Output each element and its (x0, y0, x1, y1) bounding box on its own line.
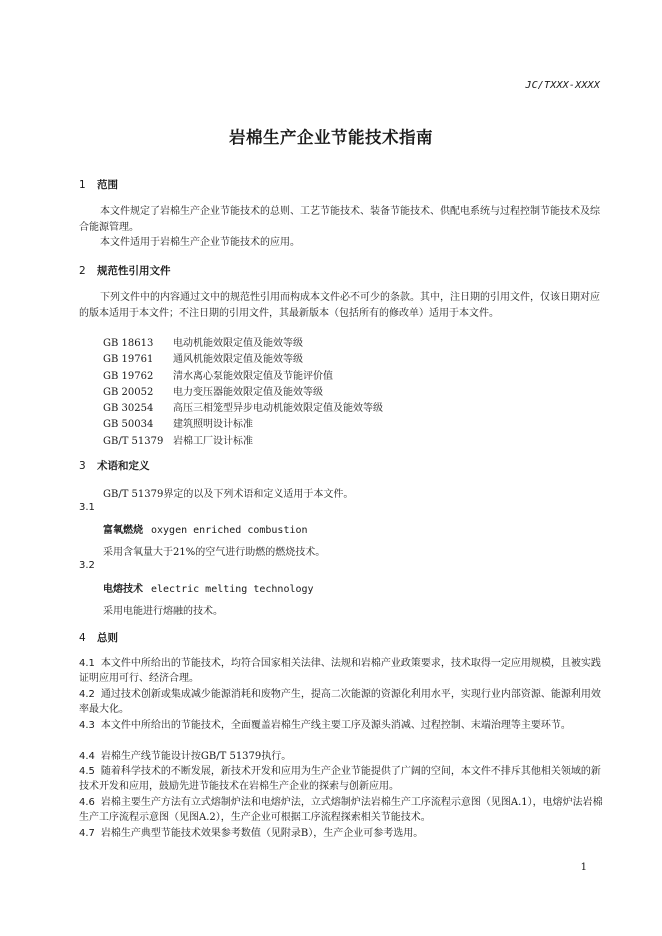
reference-title: 建筑照明设计标准 (173, 419, 253, 431)
reference-item (103, 417, 383, 433)
reference-code: GB 50034 (103, 419, 154, 431)
reference-item (103, 401, 383, 417)
reference-code: GB/T 51379 (103, 435, 164, 447)
reference-code: GB 19762 (103, 370, 154, 382)
clause-4-4 (79, 750, 606, 765)
clause-4-2 (79, 688, 606, 717)
reference-item (103, 369, 383, 385)
section-title: 范围 (97, 179, 118, 191)
term-english: oxygen enriched combustion (151, 525, 308, 536)
section-number: 3 (79, 460, 86, 472)
standard-code: JC/TXXX-XXXX (525, 80, 600, 91)
section-1-paragraph-1: 本文件规定了岩棉生产企业节能技术的总则、工艺节能技术、装备节能技术、供配电系统与过程控制节能技术及综合能源管理。 (79, 206, 600, 233)
section-title: 术语和定义 (97, 460, 150, 472)
section-2-intro: 下列文件中的内容通过文中的规范性引用而构成本文件必不可少的条款。其中，注日期的引用文件，仅该日期对应的版本适用于本文件；不注日期的引用文件，其最新版本（包括所有的修改单）适用于本文件。 (79, 292, 600, 319)
clause-4-7 (79, 827, 606, 842)
term-number: 3.1 (79, 502, 95, 513)
clause-text: 本文件中所给出的节能技术，全面覆盖岩棉生产线主要工序及源头消减、过程控制、末端治理等主要环节。 (100, 720, 571, 731)
reference-item (103, 352, 383, 368)
reference-title: 岩棉工厂设计标准 (173, 435, 253, 447)
clause-text: 本文件中所给出的节能技术，均符合国家相关法律、法规和岩棉产业政策要求，技术取得一定应用规模，且被实践证明应用可行、经济合理。 (79, 658, 601, 684)
clause-number: 4.2 (79, 689, 95, 700)
clause-number: 4.4 (79, 751, 95, 762)
reference-item (103, 385, 383, 401)
clause-number: 4.3 (79, 720, 95, 731)
reference-title: 通风机能效限定值及能效等级 (173, 354, 303, 366)
reference-code: GB 18613 (103, 338, 154, 349)
section-1-heading (79, 177, 118, 192)
reference-title: 电力变压器能效限定值及能效等级 (173, 386, 323, 398)
term-chinese: 电熔技术 (103, 584, 143, 595)
section-3-heading (79, 458, 150, 473)
clause-number: 4.5 (79, 766, 95, 777)
clause-text: 岩棉主要生产方法有立式熔制炉法和电熔炉法，立式熔制炉法岩棉生产工序流程示意图（见图A.1），电熔炉法岩棉生产工序流程示意图（见图A.2），生产企业可根据工序流程探索相关节能技术。 (79, 797, 603, 823)
reference-item (103, 434, 383, 450)
clause-text: 随着科学技术的不断发展，新技术开发和应用为生产企业节能提供了广阔的空间，本文件不排斥其他相关领域的新技术开发和应用，鼓励先进节能技术在岩棉生产企业的探索与创新应用。 (79, 766, 601, 792)
reference-title: 清水离心泵能效限定值及节能评价值 (173, 370, 333, 382)
term-english: electric melting technology (151, 584, 314, 595)
clause-number: 4.1 (79, 658, 95, 669)
reference-title: 高压三相笼型异步电动机能效限定值及能效等级 (173, 403, 383, 415)
term-definition: 采用电能进行熔融的技术。 (103, 606, 223, 617)
clause-text: 岩棉生产典型节能技术效果参考数值（见附录B），生产企业可参考选用。 (100, 828, 424, 839)
reference-code: GB 19761 (103, 354, 154, 366)
term-definition: 采用含氧量大于21%的空气进行助燃的燃烧技术。 (103, 547, 326, 558)
term-chinese: 富氧燃烧 (103, 525, 143, 536)
section-title: 规范性引用文件 (97, 265, 171, 277)
term-entry (103, 580, 314, 595)
clause-number: 4.6 (79, 797, 95, 808)
section-2-heading (79, 263, 171, 278)
clause-text: 岩棉生产线节能设计按GB/T 51379执行。 (100, 751, 292, 762)
clause-4-6 (79, 796, 606, 825)
section-number: 2 (79, 265, 86, 277)
page-number: 1 (580, 862, 587, 873)
reference-code: GB 20052 (103, 386, 154, 398)
term-number: 3.2 (79, 560, 95, 571)
clause-4-3 (79, 719, 606, 734)
reference-code: GB 30254 (103, 403, 154, 415)
section-number: 4 (79, 632, 86, 644)
term-entry (103, 521, 308, 536)
reference-title: 电动机能效限定值及能效等级 (173, 338, 303, 349)
clause-4-1 (79, 657, 606, 686)
section-1-paragraph-2: 本文件适用于岩棉生产企业节能技术的应用。 (100, 237, 300, 248)
clause-text: 通过技术创新或集成减少能源消耗和废物产生，提高二次能源的资源化利用水平，实现行业内部资源、能源利用效率最大化。 (79, 689, 601, 715)
normative-reference-list (103, 336, 383, 450)
section-3-intro: GB/T 51379界定的以及下列术语和定义适用于本文件。 (103, 489, 354, 500)
clause-4-5 (79, 765, 606, 794)
document-title: 岩棉生产企业节能技术指南 (229, 128, 433, 147)
section-title: 总则 (97, 632, 118, 644)
clause-number: 4.7 (79, 828, 95, 839)
section-number: 1 (79, 179, 86, 191)
section-4-heading (79, 630, 118, 645)
reference-item (103, 336, 383, 352)
